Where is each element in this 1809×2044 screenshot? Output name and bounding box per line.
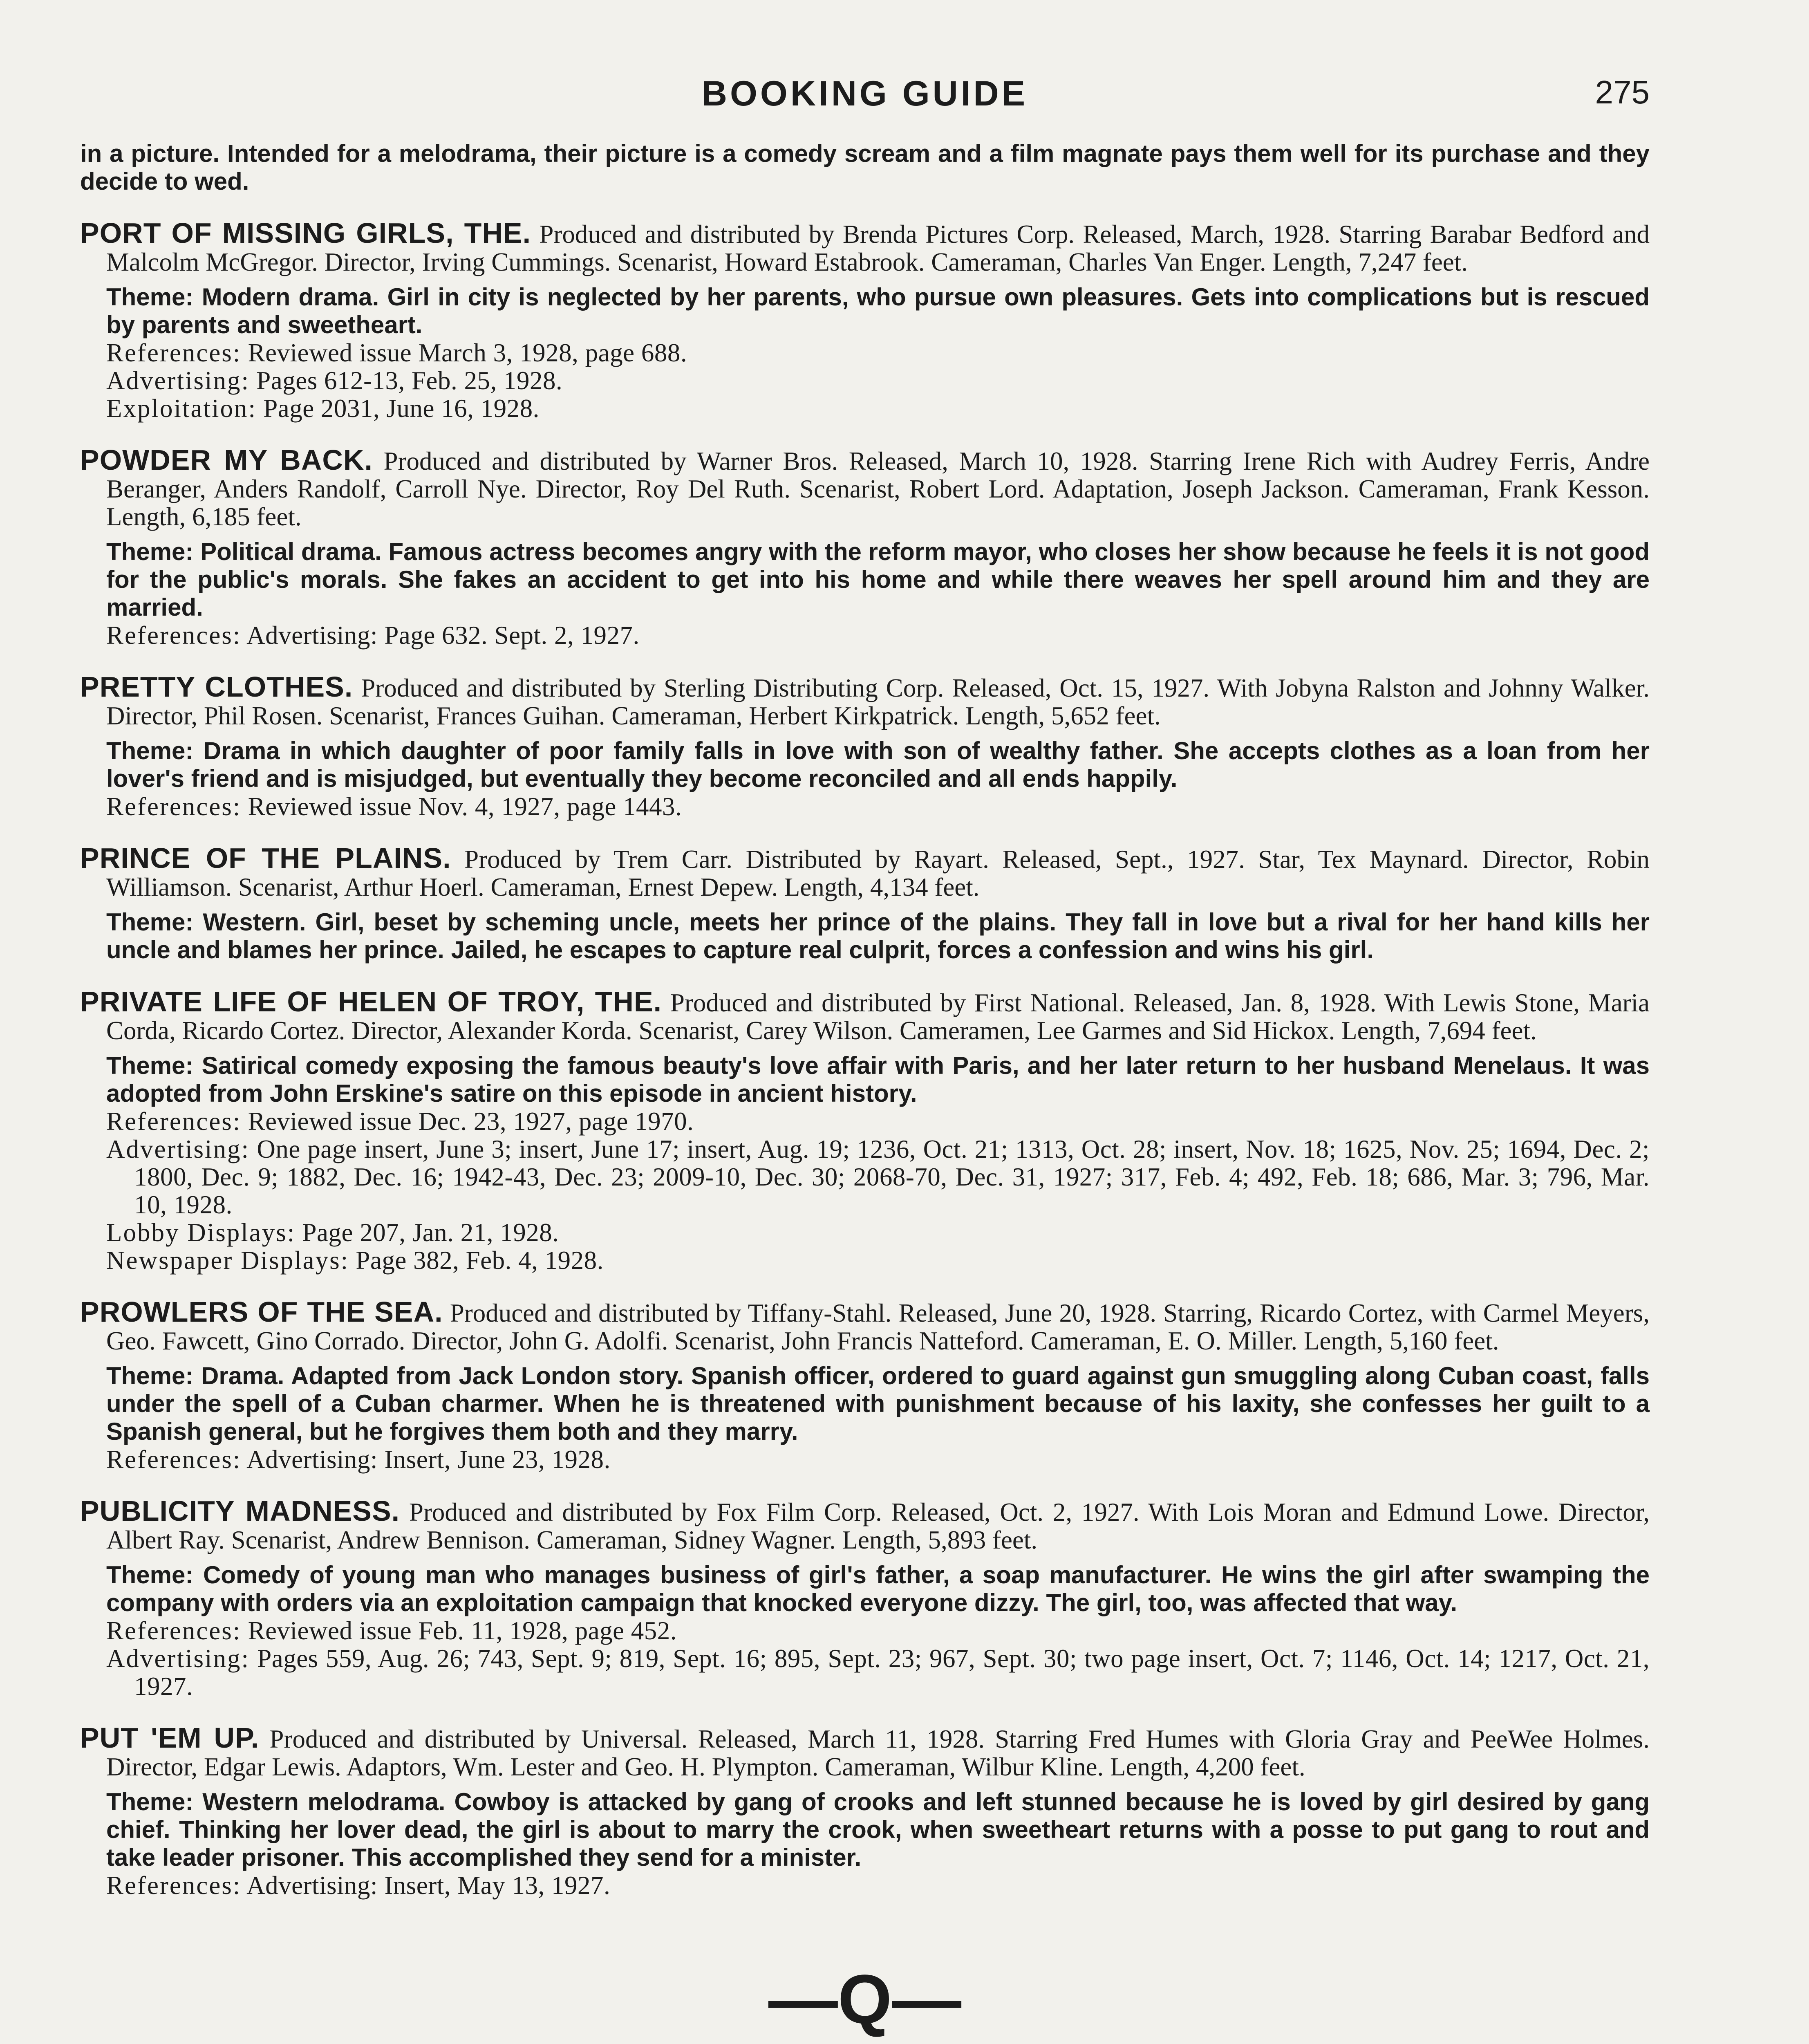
theme-label: Theme:	[106, 538, 194, 565]
running-title: BOOKING GUIDE	[701, 74, 1028, 113]
reference-label: References:	[106, 621, 242, 650]
reference-text: Page 382, Feb. 4, 1928.	[356, 1246, 604, 1275]
reference-text: Page 207, Jan. 21, 1928.	[302, 1218, 559, 1247]
film-reference	[80, 367, 1650, 394]
film-theme	[80, 1362, 1650, 1446]
film-reference	[80, 1446, 1650, 1473]
film-credits	[80, 446, 1650, 531]
film-credits	[80, 219, 1650, 276]
film-title: PORT OF MISSING GIRLS, THE.	[80, 217, 531, 249]
film-entry	[80, 988, 1650, 1274]
film-entry	[80, 1724, 1650, 1899]
section-divider-q: —Q—	[768, 1961, 962, 2038]
film-theme	[80, 1561, 1650, 1617]
film-credits	[80, 673, 1650, 730]
film-credits-text: Produced and distributed by Brenda Pictures Corp. Released, March, 1928. Starring Barabar Bedford and Malcolm McGregor. Director, Irving Cummings. Scenarist, Howard Estabrook. Cameraman, Charles Van Enger. Length, 7,247 feet.	[106, 220, 1650, 276]
theme-text: Western. Girl, beset by scheming uncle, meets her prince of the plains. They fall in love but a rival for her hand kills her uncle and blames her prince. Jailed, he escapes to capture real culprit, forces a confession and wins his girl.	[106, 908, 1650, 964]
film-entry	[80, 673, 1650, 820]
film-credits	[80, 988, 1650, 1044]
theme-text: Drama in which daughter of poor family falls in love with son of wealthy father. She accepts clothes as a loan from her lover's friend and is misjudged, but eventually they become reconciled and all ends happily.	[106, 737, 1650, 792]
reference-text: Reviewed issue March 3, 1928, page 688.	[248, 338, 687, 367]
reference-label: References:	[106, 338, 242, 367]
film-credits	[80, 844, 1650, 901]
page-number: 275	[1595, 74, 1650, 110]
film-reference	[80, 1107, 1650, 1135]
film-entry	[80, 1497, 1650, 1700]
reference-text: Page 2031, June 16, 1928.	[263, 394, 540, 423]
film-reference	[80, 394, 1650, 422]
film-title: PRIVATE LIFE OF HELEN OF TROY, THE.	[80, 986, 662, 1018]
film-reference	[80, 1871, 1650, 1899]
reference-label: Lobby Displays:	[106, 1218, 296, 1247]
p-entries-list	[80, 219, 1650, 1899]
reference-label: Newspaper Displays:	[106, 1246, 349, 1275]
theme-label: Theme:	[106, 737, 194, 764]
reference-label: Advertising:	[106, 366, 250, 395]
film-reference	[80, 621, 1650, 649]
film-title: PRETTY CLOTHES.	[80, 671, 353, 703]
reference-text: Pages 559, Aug. 26; 743, Sept. 9; 819, Sept. 16; 895, Sept. 23; 967, Sept. 30; two page insert, Oct. 7; 1146, Oct. 14; 1217, Oct. 21, 1927.	[134, 1644, 1650, 1701]
reference-label: References:	[106, 1871, 242, 1900]
film-entry	[80, 446, 1650, 649]
film-credits-text: Produced and distributed by First National. Released, Jan. 8, 1928. With Lewis Stone, Maria Corda, Ricardo Cortez. Director, Alexander Korda. Scenarist, Carey Wilson. Cameramen, Lee Garmes and Sid Hickox. Length, 7,694 feet.	[106, 988, 1650, 1045]
film-theme	[80, 908, 1650, 964]
film-entry	[80, 219, 1650, 422]
reference-label: Advertising:	[106, 1135, 250, 1163]
theme-label: Theme:	[106, 1561, 194, 1589]
film-entry	[80, 1298, 1650, 1473]
film-credits-text: Produced and distributed by Tiffany-Stahl. Released, June 20, 1928. Starring, Ricardo Cortez, with Carmel Meyers, Geo. Fawcett, Gino Corrado. Director, John G. Adolfi. Scenarist, John Francis Natteford. Cameraman, E. O. Miller. Length, 5,160 feet.	[106, 1299, 1650, 1355]
film-theme	[80, 1788, 1650, 1871]
theme-label: Theme:	[106, 908, 194, 936]
film-credits-text: Produced and distributed by Sterling Distributing Corp. Released, Oct. 15, 1927. With Jobyna Ralston and Johnny Walker. Director, Phil Rosen. Scenarist, Frances Guihan. Cameraman, Herbert Kirkpatrick. Length, 5,652 feet.	[106, 674, 1650, 730]
film-credits-text: Produced and distributed by Universal. Released, March 11, 1928. Starring Fred Humes with Gloria Gray and PeeWee Holmes. Director, Edgar Lewis. Adaptors, Wm. Lester and Geo. H. Plympton. Cameraman, Wilbur Kline. Length, 4,200 feet.	[106, 1725, 1650, 1781]
reference-label: References:	[106, 1445, 242, 1474]
content-column	[80, 140, 1650, 2044]
reference-label: References:	[106, 1616, 242, 1645]
theme-text: Western melodrama. Cowboy is attacked by gang of crooks and left stunned because he is loved by girl desired by gang chief. Thinking her lover dead, the girl is about to marry the crook, when sweetheart returns with a posse to put gang to rout and take leader prisoner. This accomplished they send for a minister.	[106, 1788, 1650, 1871]
film-credits-text: Produced by Trem Carr. Distributed by Rayart. Released, Sept., 1927. Star, Tex Maynard. Director, Robin Williamson. Scenarist, Arthur Hoerl. Cameraman, Ernest Depew. Length, 4,134 feet.	[106, 845, 1650, 901]
theme-text: Drama. Adapted from Jack London story. Spanish officer, ordered to guard against gun smuggling along Cuban coast, falls under the spell of a Cuban charmer. When he is threatened with punishment because of his laxity, she confesses her guilt to a Spanish general, but he forgives them both and they marry.	[106, 1362, 1650, 1445]
reference-text: Reviewed issue Feb. 11, 1928, page 452.	[248, 1616, 677, 1645]
reference-text: Reviewed issue Dec. 23, 1927, page 1970.	[248, 1107, 694, 1136]
film-reference	[80, 1246, 1650, 1274]
film-credits-text: Produced and distributed by Fox Film Corp. Released, Oct. 2, 1927. With Lois Moran and Edmund Lowe. Director, Albert Ray. Scenarist, Andrew Bennison. Cameraman, Sidney Wagner. Length, 5,893 feet.	[106, 1498, 1650, 1554]
reference-text: Advertising: Insert, June 23, 1928.	[246, 1445, 611, 1474]
theme-text: Political drama. Famous actress becomes angry with the reform mayor, who closes her show because he feels it is not good for the public's morals. She fakes an accident to get into his home and while there weaves her spell around him and they are married.	[106, 538, 1650, 621]
theme-label: Theme:	[106, 1788, 194, 1815]
film-theme	[80, 283, 1650, 339]
running-head	[80, 74, 1650, 119]
film-title: PUT 'EM UP.	[80, 1722, 260, 1754]
film-entry	[80, 844, 1650, 964]
film-title: PUBLICITY MADNESS.	[80, 1495, 400, 1527]
film-reference	[80, 793, 1650, 820]
theme-text: Modern drama. Girl in city is neglected by her parents, who pursue own pleasures. Gets into complications but is rescued by parents and sweetheart.	[106, 283, 1650, 338]
film-credits	[80, 1497, 1650, 1554]
film-title: PRINCE OF THE PLAINS.	[80, 842, 451, 874]
film-theme	[80, 737, 1650, 793]
reference-label: References:	[106, 792, 242, 821]
reference-text: One page insert, June 3; insert, June 17; insert, Aug. 19; 1236, Oct. 21; 1313, Oct. 28; insert, Nov. 18; 1625, Nov. 25; 1694, Dec. 2; 1800, Dec. 9; 1882, Dec. 16; 1942-43, Dec. 23; 2009-10, Dec. 30; 2068-70, Dec. 31, 1927; 317, Feb. 4; 492, Feb. 18; 686, Mar. 3; 796, Mar. 10, 1928.	[134, 1135, 1650, 1219]
theme-text: Satirical comedy exposing the famous beauty's love affair with Paris, and her later return to her husband Menelaus. It was adopted from John Erskine's satire on this episode in ancient history.	[106, 1052, 1650, 1107]
film-reference	[80, 1219, 1650, 1246]
theme-label: Theme:	[106, 1362, 194, 1390]
reference-label: References:	[106, 1107, 242, 1136]
film-reference	[80, 339, 1650, 367]
film-credits-text: Produced and distributed by Warner Bros. Released, March 10, 1928. Starring Irene Rich with Audrey Ferris, Andre Beranger, Anders Randolf, Carroll Nye. Director, Roy Del Ruth. Scenarist, Robert Lord. Adaptation, Joseph Jackson. Cameraman, Frank Kesson. Length, 6,185 feet.	[106, 447, 1650, 531]
film-reference	[80, 1617, 1650, 1645]
reference-text: Advertising: Insert, May 13, 1927.	[246, 1871, 611, 1900]
reference-text: Pages 612-13, Feb. 25, 1928.	[256, 366, 563, 395]
film-credits	[80, 1298, 1650, 1355]
continued-theme-text: in a picture. Intended for a melodrama, their picture is a comedy scream and a film magnate pays them well for its purchase and they decide to wed.	[80, 140, 1650, 195]
film-title: POWDER MY BACK.	[80, 444, 373, 476]
film-reference	[80, 1135, 1650, 1219]
reference-text: Reviewed issue Nov. 4, 1927, page 1443.	[248, 792, 682, 821]
film-reference	[80, 1645, 1650, 1700]
film-title: PROWLERS OF THE SEA.	[80, 1296, 443, 1328]
film-theme	[80, 538, 1650, 621]
theme-label: Theme:	[106, 1052, 194, 1079]
reference-label: Advertising:	[106, 1644, 250, 1673]
reference-text: Advertising: Page 632. Sept. 2, 1927.	[246, 621, 640, 650]
theme-label: Theme:	[106, 283, 194, 311]
reference-label: Exploitation:	[106, 394, 257, 423]
film-theme	[80, 1052, 1650, 1107]
theme-text: Comedy of young man who manages business of girl's father, a soap manufacturer. He wins the girl after swamping the company with orders via an exploitation campaign that knocked everyone dizzy. The girl, too, was affected that way.	[106, 1561, 1650, 1616]
film-credits	[80, 1724, 1650, 1781]
